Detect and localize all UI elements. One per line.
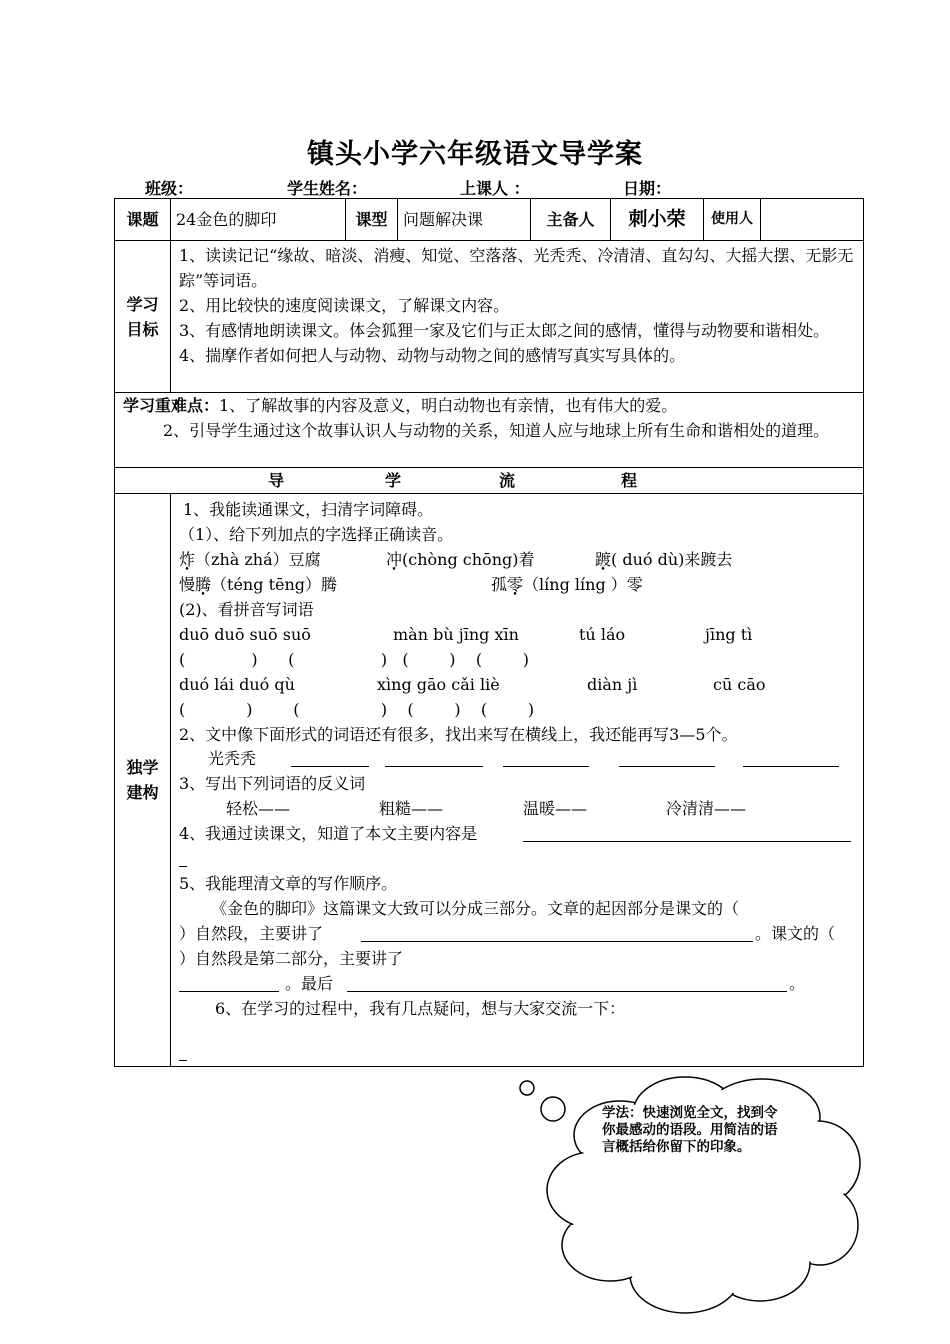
blank-line[interactable] xyxy=(503,748,589,767)
q5-text: 5、我能理清文章的写作顺序。 xyxy=(179,874,398,893)
pron-char: 零 xyxy=(507,575,524,594)
antonym-item: 冷清清—— xyxy=(666,799,747,818)
flow-char: 学 xyxy=(385,471,402,490)
q5-c-text: 。课文的（ xyxy=(755,924,836,943)
goals-row xyxy=(115,241,864,393)
keypoints-label: 学习重难点： xyxy=(123,396,220,415)
pinyin: jīng tì xyxy=(705,625,753,644)
q5-e-text: 。最后 xyxy=(285,974,334,993)
blank-line[interactable] xyxy=(291,748,369,767)
pinyin: duó lái duó qù xyxy=(179,675,295,694)
pinyin: duō duō suō suō xyxy=(179,625,311,644)
pron-item xyxy=(179,547,321,572)
user-label: 使用人 xyxy=(704,199,761,241)
q3-text: 3、写出下列词语的反义词 xyxy=(179,774,366,793)
preparer-value: 刺小荣 xyxy=(611,199,704,241)
pron-options: (chòng chōng)着 xyxy=(402,550,535,569)
study-label-1: 独学 xyxy=(126,758,159,777)
antonym-item: 粗糙—— xyxy=(379,799,444,818)
blank-line[interactable] xyxy=(523,823,851,842)
lesson-type-label: 课型 xyxy=(346,199,398,241)
q1-1-text: （1）、给下列加点的字选择正确读音。 xyxy=(179,525,454,544)
pron-char: 踱 xyxy=(595,550,612,569)
pron-prefix: 孤 xyxy=(491,575,508,594)
antonym-item: 温暖—— xyxy=(523,799,588,818)
keypoint-1: 1、了解故事的内容及意义，明白动物也有亲情，也有伟大的爱。 xyxy=(219,396,678,415)
q6-text: 6、在学习的过程中，我有几点疑问，想与大家交流一下： xyxy=(215,999,626,1018)
keypoints-content xyxy=(115,393,864,468)
pron-options: ( duó dù)来踱去 xyxy=(611,550,733,569)
blank-line[interactable] xyxy=(361,923,753,942)
pron-char: 炸 xyxy=(179,550,196,569)
topic-label: 课题 xyxy=(115,199,171,241)
header-line xyxy=(115,176,785,199)
goal-item: 2、用比较快的速度阅读课文，了解课文内容。 xyxy=(179,296,510,315)
document-title: 镇头小学六年级语文导学案 xyxy=(307,139,643,170)
goal-item: 4、揣摩作者如何把人与动物、动物与动物之间的感情写真实写具体的。 xyxy=(179,346,686,365)
blank-line[interactable] xyxy=(179,973,279,992)
lesson-table xyxy=(114,198,864,1067)
pinyin: màn bù jīng xīn xyxy=(393,625,519,644)
blank-line[interactable] xyxy=(179,848,187,867)
blank-line[interactable] xyxy=(179,1042,187,1061)
keypoint-2: 2、引导学生通过这个故事认识人与动物的关系，知道人应与地球上所有生命和谐相处的道理。 xyxy=(163,421,830,440)
student-name-label: 学生姓名： xyxy=(287,179,368,198)
study-label-2: 建构 xyxy=(126,783,159,802)
topic-value: 24金色的脚印 xyxy=(171,199,346,241)
flow-heading xyxy=(115,468,864,494)
pron-item xyxy=(595,547,732,572)
answer-brackets: ( ) ( ) ( ) ( ) xyxy=(179,650,530,669)
pron-item xyxy=(386,547,534,572)
q5-d-text: ）自然段是第二部分，主要讲了 xyxy=(179,949,404,968)
goal-item: 3、有感情地朗读课文。体会狐狸一家及它们与正太郎之间的感情，懂得与动物要和谐相处。 xyxy=(179,321,830,340)
q5-b-text: ）自然段，主要讲了 xyxy=(179,924,324,943)
flow-row xyxy=(115,468,864,494)
flow-char: 流 xyxy=(499,471,516,490)
pinyin: xìng gāo cǎi liè xyxy=(377,675,500,694)
blank-line[interactable] xyxy=(619,748,715,767)
q2-example: 光秃秃 xyxy=(208,749,257,768)
lesson-type-value: 问题解决课 xyxy=(398,199,531,241)
pron-item xyxy=(179,572,337,597)
study-label xyxy=(115,494,171,1067)
pron-options: （líng líng ）零 xyxy=(523,575,643,594)
q1-text: 1、我能读通课文，扫清字词障碍。 xyxy=(183,500,434,519)
date-label: 日期： xyxy=(623,179,672,198)
blank-line[interactable] xyxy=(743,748,839,767)
cloud-shape xyxy=(500,1065,880,1325)
q5-f-text: 。 xyxy=(789,974,806,993)
flow-char: 导 xyxy=(268,471,285,490)
pinyin: cū cāo xyxy=(713,675,766,694)
pinyin: tú láo xyxy=(579,625,626,644)
pron-options: （téng tēng）腾 xyxy=(211,575,338,594)
pron-item xyxy=(491,572,643,597)
thought-cloud xyxy=(500,1065,880,1325)
q1-2-text: (2)、看拼音写词语 xyxy=(179,600,314,619)
teacher-label: 上课人 ： xyxy=(460,179,530,198)
study-row xyxy=(115,494,864,1067)
answer-brackets: ( ) ( ) ( ) ( ) xyxy=(179,700,535,719)
goals-label xyxy=(115,241,171,393)
pinyin: diàn jì xyxy=(587,675,638,694)
antonym-item: 轻松—— xyxy=(226,799,291,818)
goals-label-1: 学习 xyxy=(126,294,159,314)
study-content xyxy=(171,494,864,1067)
preparer-label: 主备人 xyxy=(531,199,611,241)
q5-a-text: 《金色的脚印》这篇课文大致可以分成三部分。文章的起因部分是课文的（ xyxy=(211,899,740,918)
user-value xyxy=(761,199,864,241)
q2-text: 2、文中像下面形式的词语还有很多，找出来写在横线上，我还能再写3—5个。 xyxy=(179,725,738,744)
goal-item: 1、读读记记“缘故、暗淡、消瘦、知觉、空落落、光秃秃、冷清清、直勾勾、大摇大摆、无影无踪”等词语。 xyxy=(179,246,854,290)
blank-line[interactable] xyxy=(347,973,787,992)
keypoints-row xyxy=(115,393,864,468)
pron-char: 冲 xyxy=(386,550,403,569)
q4-text: 4、我通过读课文，知道了本文主要内容是 xyxy=(179,824,478,843)
blank-line[interactable] xyxy=(385,748,483,767)
pron-options: （zhà zhá）豆腐 xyxy=(195,550,321,569)
flow-char: 程 xyxy=(621,471,638,490)
pron-prefix: 慢 xyxy=(179,575,196,594)
goals-content xyxy=(171,241,864,393)
class-label: 班级： xyxy=(145,179,194,198)
goals-label-2: 目标 xyxy=(126,319,159,339)
pron-char: 腾 xyxy=(195,575,212,594)
cloud-text: 学法：快速浏览全文，找到令你最感动的语段。用简洁的语言概括给你留下的印象。 xyxy=(602,1105,778,1155)
info-row xyxy=(115,199,864,241)
